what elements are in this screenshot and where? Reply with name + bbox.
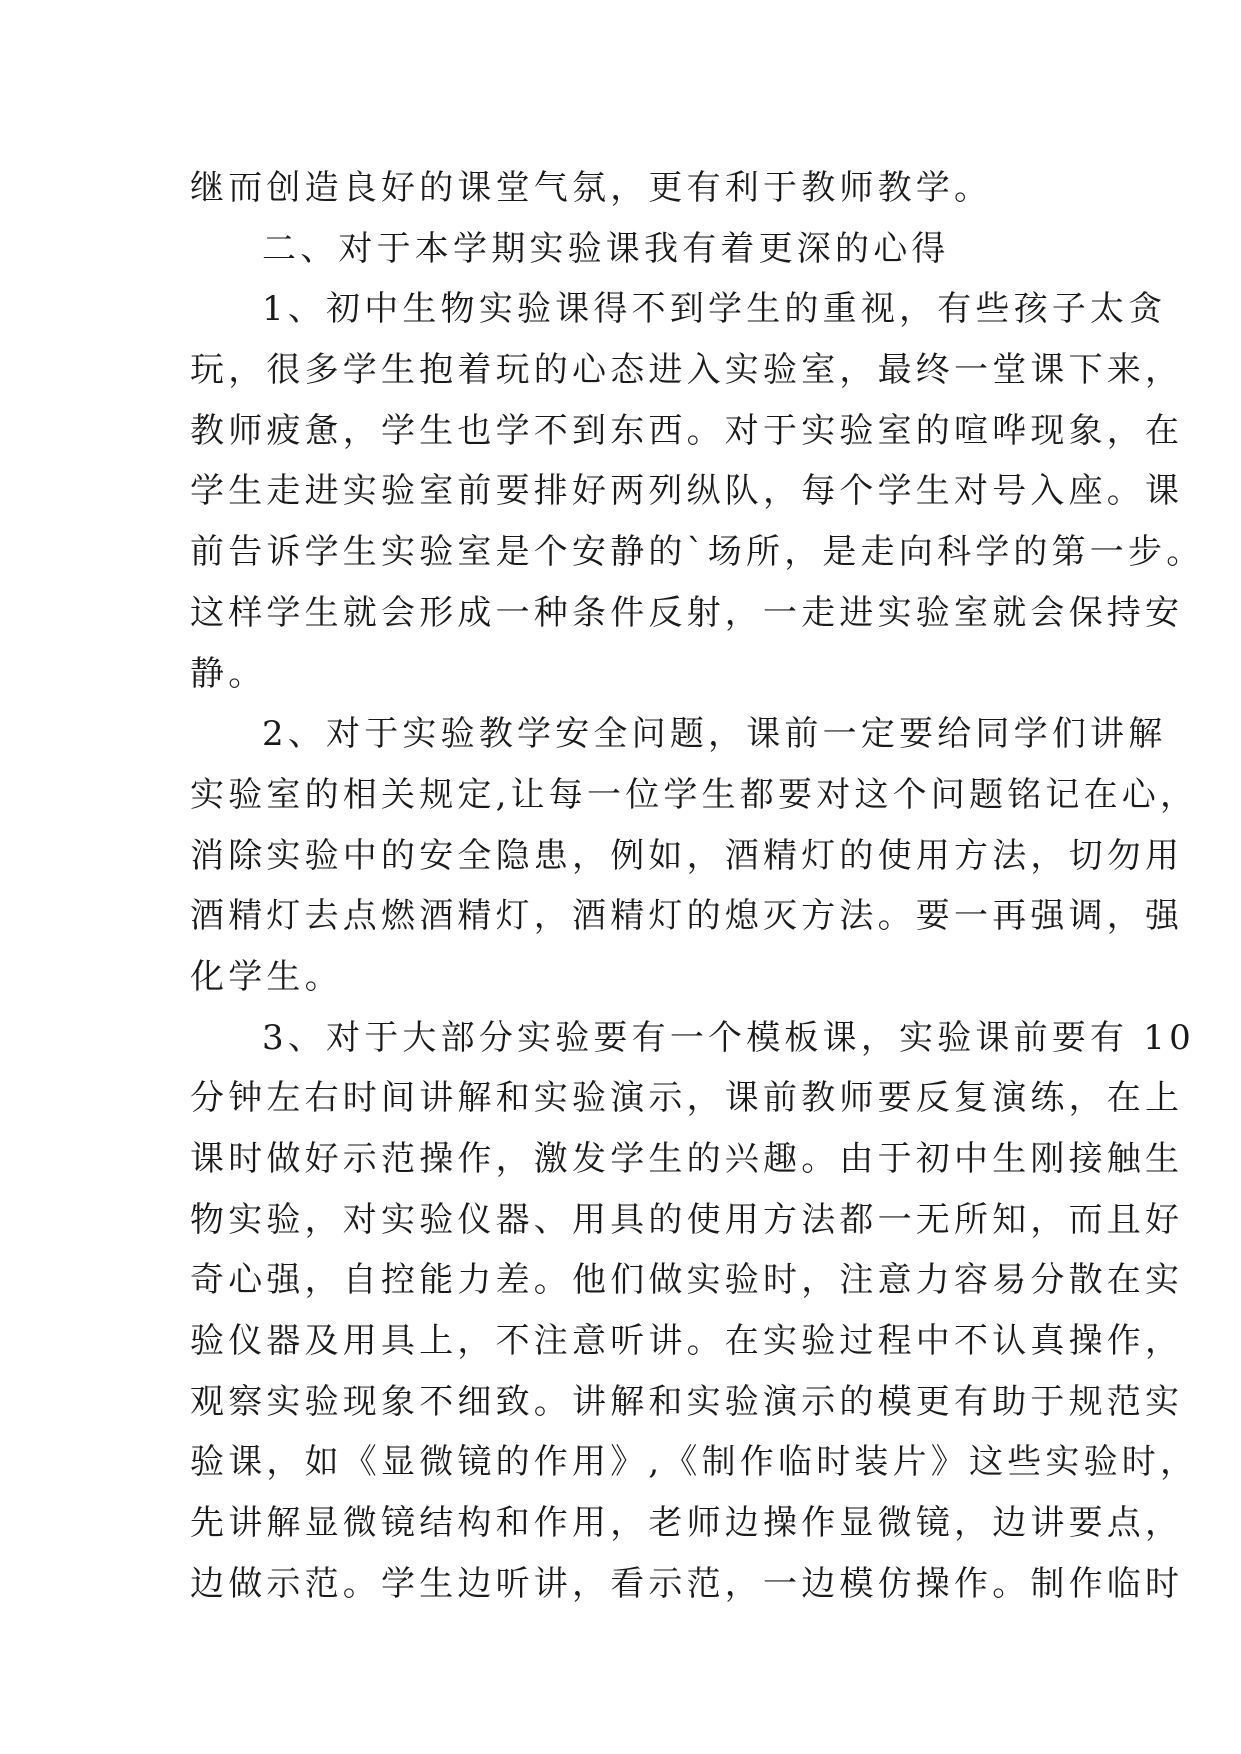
text-line: 观察实验现象不细致。讲解和实验演示的模更有助于规范实 <box>190 1381 1184 1422</box>
text-line: 验课，如《显微镜的作用》,《制作临时装片》这些实验时， <box>190 1442 1199 1483</box>
text-line: 二、对于本学期实验课我有着更深的心得 <box>262 228 950 269</box>
text-line: 消除实验中的安全隐患，例如，酒精灯的使用方法，切勿用 <box>190 835 1184 876</box>
text-line: 前告诉学生实验室是个安静的`场所，是走向科学的第一步。 <box>190 532 1205 573</box>
text-line: 玩，很多学生抱着玩的心态进入实验室，最终一堂课下来， <box>190 350 1184 391</box>
text-line: 酒精灯去点燃酒精灯，酒精灯的熄灭方法。要一再强调，强 <box>190 896 1184 937</box>
text-line: 奇心强，自控能力差。他们做实验时，注意力容易分散在实 <box>190 1260 1184 1301</box>
text-line: 边做示范。学生边听讲，看示范，一边模仿操作。制作临时 <box>190 1563 1184 1604</box>
text-line: 化学生。 <box>190 956 343 997</box>
text-line: 物实验，对实验仪器、用具的使用方法都一无所知，而且好 <box>190 1199 1184 1240</box>
text-line: 继而创造良好的课堂气氛，更有利于教师教学。 <box>190 168 993 208</box>
text-line: 实验室的相关规定,让每一位学生都要对这个问题铭记在心， <box>190 774 1199 815</box>
text-line: 验仪器及用具上，不注意听讲。在实验过程中不认真操作， <box>190 1321 1184 1362</box>
text-line: 先讲解显微镜结构和作用，老师边操作显微镜，边讲要点， <box>190 1503 1184 1544</box>
text-line: 2、对于实验教学安全问题，课前一定要给同学们讲解 <box>262 714 1167 755</box>
text-line: 1、初中生物实验课得不到学生的重视，有些孩子太贪 <box>262 289 1167 330</box>
text-line: 课时做好示范操作，激发学生的兴趣。由于初中生刚接触生 <box>190 1139 1184 1179</box>
text-line: 分钟左右时间讲解和实验演示，课前教师要反复演练，在上 <box>190 1078 1184 1119</box>
body-text <box>190 158 1205 1615</box>
text-line: 这样学生就会形成一种条件反射，一走进实验室就会保持安 <box>190 592 1184 633</box>
text-line: 学生走进实验室前要排好两列纵队，每个学生对号入座。课 <box>190 471 1184 512</box>
text-line: 教师疲惫，学生也学不到东西。对于实验室的喧哗现象，在 <box>190 410 1184 451</box>
text-line: 3、对于大部分实验要有一个模板课，实验课前要有 10 <box>262 1017 1195 1058</box>
text-line: 静。 <box>190 653 267 694</box>
